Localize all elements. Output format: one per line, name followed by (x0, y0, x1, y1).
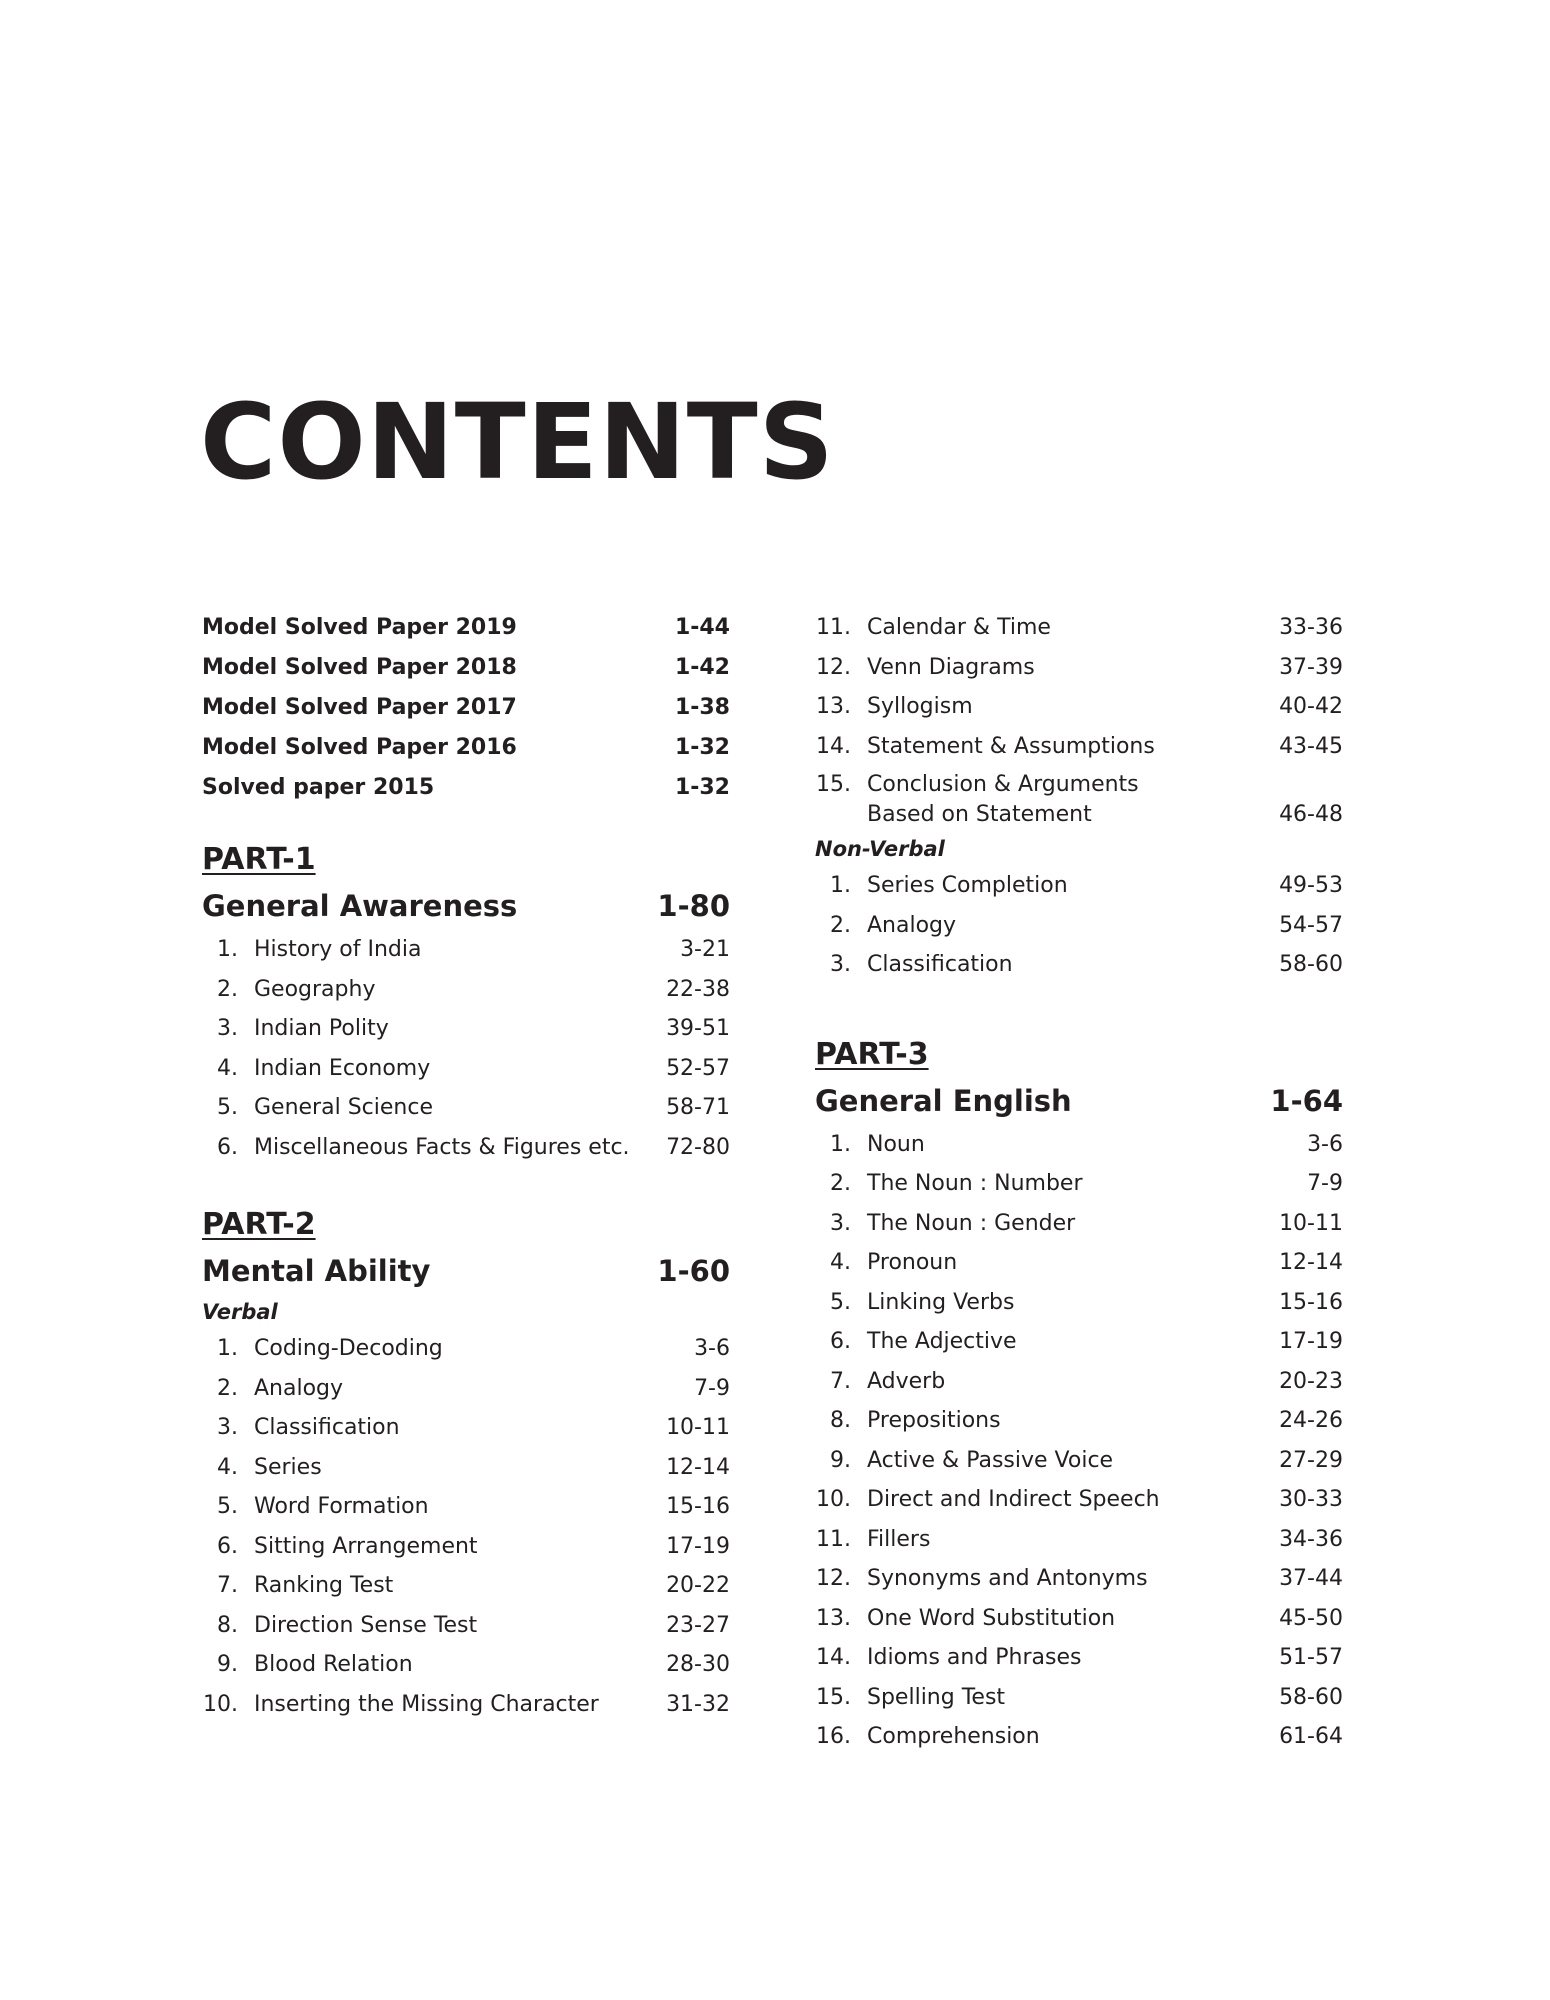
entry-number: 7. (830, 1368, 851, 1394)
entry-title: Series Completion (867, 873, 1068, 898)
part-2-label: PART-2 (202, 1207, 316, 1242)
entry-number: 9. (217, 1652, 238, 1677)
entry-pages: 45-50 (1279, 1605, 1343, 1631)
toc-entry[interactable] (202, 1329, 730, 1369)
entry-title-line-2: Based on Statement (867, 802, 1092, 827)
entry-pages: 61-64 (1279, 1724, 1343, 1749)
entry-title: Prepositions (867, 1408, 1001, 1433)
entry-title: Fillers (867, 1526, 931, 1552)
entry-number: 3. (830, 1210, 851, 1236)
toc-entry-paper[interactable] (202, 608, 730, 648)
part-2-section-heading[interactable] (202, 1247, 730, 1295)
entry-title: Solved paper 2015 (202, 775, 435, 800)
entry-pages: 24-26 (1279, 1408, 1343, 1433)
toc-entry[interactable] (815, 906, 1343, 946)
entry-title: Adverb (867, 1368, 946, 1394)
entry-title: Classification (254, 1415, 400, 1440)
entry-title: Active & Passive Voice (867, 1447, 1114, 1473)
entry-title: Linking Verbs (867, 1289, 1015, 1315)
entry-title: Synonyms and Antonyms (867, 1566, 1148, 1591)
toc-entry[interactable] (202, 1009, 730, 1049)
toc-entry[interactable] (202, 1088, 730, 1128)
toc-entry[interactable] (815, 608, 1343, 648)
section-title: General English (815, 1083, 1072, 1118)
model-papers-list (202, 608, 730, 808)
toc-left-column (202, 608, 730, 1724)
toc-entry[interactable] (815, 1243, 1343, 1283)
page-title: CONTENTS (200, 381, 835, 503)
toc-entry[interactable] (202, 1566, 730, 1606)
entry-pages: 17-19 (666, 1533, 730, 1559)
entry-pages: 10-11 (1279, 1210, 1343, 1236)
entry-pages: 30-33 (1279, 1487, 1343, 1512)
entry-number: 15. (816, 1684, 851, 1710)
entry-title: History of India (254, 937, 422, 962)
entry-pages: 15-16 (1279, 1289, 1343, 1315)
entry-number: 14. (816, 733, 851, 759)
section-pages: 1-80 (657, 889, 730, 923)
entry-title: Blood Relation (254, 1652, 413, 1677)
entry-number: 1. (217, 937, 238, 962)
entry-title: Ranking Test (254, 1573, 394, 1598)
nonverbal-subheading: Non-Verbal (815, 837, 945, 861)
entry-number: 5. (830, 1289, 851, 1315)
entry-title: Idioms and Phrases (867, 1645, 1082, 1670)
entry-pages: 39-51 (666, 1016, 730, 1041)
entry-pages: 3-6 (694, 1336, 730, 1361)
entry-pages: 1-44 (674, 615, 730, 640)
entry-pages: 3-6 (1307, 1131, 1343, 1157)
entry-title: Statement & Assumptions (867, 733, 1155, 759)
toc-entry[interactable] (815, 945, 1343, 985)
entry-title (867, 770, 1139, 830)
entry-number: 14. (816, 1645, 851, 1670)
entry-title: Spelling Test (867, 1684, 1006, 1710)
entry-number: 1. (217, 1336, 238, 1361)
entry-number: 8. (830, 1408, 851, 1433)
toc-entry[interactable] (815, 1164, 1343, 1204)
toc-entry[interactable] (815, 1717, 1343, 1757)
toc-entry[interactable] (202, 930, 730, 970)
toc-entry[interactable] (202, 1487, 730, 1527)
entry-pages: 1-42 (674, 655, 730, 680)
entry-title: Sitting Arrangement (254, 1533, 478, 1559)
entry-title: Pronoun (867, 1250, 958, 1275)
entry-title: Comprehension (867, 1724, 1040, 1749)
entry-number: 4. (830, 1250, 851, 1275)
entry-title: The Noun : Gender (867, 1210, 1076, 1236)
entry-title: Indian Economy (254, 1055, 431, 1081)
entry-number: 12. (816, 1566, 851, 1591)
toc-entry[interactable] (815, 1283, 1343, 1323)
toc-entry[interactable] (815, 687, 1343, 727)
entry-title-line-1: Conclusion & Arguments (867, 772, 1139, 797)
entry-pages: 54-57 (1279, 912, 1343, 938)
entry-title: Noun (867, 1131, 925, 1157)
part-2-nonverbal-items (815, 866, 1343, 985)
toc-entry[interactable] (815, 1638, 1343, 1678)
entry-pages: 10-11 (666, 1415, 730, 1440)
entry-title: Analogy (254, 1375, 344, 1401)
entry-number: 6. (830, 1329, 851, 1354)
entry-pages: 1-32 (674, 735, 730, 760)
part-1-label: PART-1 (202, 842, 316, 877)
part-1-section-heading[interactable] (202, 882, 730, 930)
toc-entry[interactable] (815, 648, 1343, 688)
entry-number: 7. (217, 1573, 238, 1598)
entry-pages: 37-44 (1279, 1566, 1343, 1591)
toc-entry[interactable] (815, 1401, 1343, 1441)
toc-entry[interactable] (202, 1527, 730, 1567)
entry-number: 4. (217, 1055, 238, 1081)
entry-number: 6. (217, 1533, 238, 1559)
toc-entry[interactable] (815, 766, 1343, 832)
toc-entry[interactable] (202, 1128, 730, 1168)
part-3-section-heading[interactable] (815, 1077, 1343, 1125)
entry-title: Syllogism (867, 694, 973, 719)
toc-entry[interactable] (815, 1441, 1343, 1481)
entry-pages: 7-9 (1307, 1171, 1343, 1196)
entry-number: 13. (816, 1605, 851, 1631)
toc-entry[interactable] (815, 1678, 1343, 1718)
entry-pages: 15-16 (666, 1494, 730, 1519)
entry-title: Direct and Indirect Speech (867, 1487, 1160, 1512)
entry-number: 11. (816, 1526, 851, 1552)
entry-title: Classification (867, 952, 1013, 977)
entry-number: 6. (217, 1134, 238, 1160)
toc-entry[interactable] (202, 1606, 730, 1646)
section-title: Mental Ability (202, 1254, 431, 1288)
section-pages: 1-64 (1270, 1083, 1343, 1118)
entry-pages: 20-23 (1279, 1368, 1343, 1394)
entry-title: The Noun : Number (867, 1171, 1083, 1196)
entry-title: Model Solved Paper 2018 (202, 655, 517, 680)
entry-number: 11. (816, 615, 851, 640)
toc-entry[interactable] (202, 970, 730, 1010)
entry-pages: 72-80 (666, 1134, 730, 1160)
entry-pages: 52-57 (666, 1055, 730, 1081)
entry-pages: 40-42 (1279, 694, 1343, 719)
entry-pages: 28-30 (666, 1652, 730, 1677)
entry-pages: 1-32 (674, 775, 730, 800)
entry-pages: 58-71 (666, 1095, 730, 1120)
toc-entry[interactable] (815, 1559, 1343, 1599)
toc-entry[interactable] (202, 1448, 730, 1488)
entry-title: Word Formation (254, 1494, 429, 1519)
entry-number: 2. (830, 912, 851, 938)
entry-number: 2. (830, 1171, 851, 1196)
toc-entry[interactable] (815, 1125, 1343, 1165)
entry-pages: 7-9 (694, 1375, 730, 1401)
entry-number: 8. (217, 1612, 238, 1638)
entry-number: 10. (203, 1691, 238, 1717)
entry-pages: 17-19 (1279, 1329, 1343, 1354)
toc-entry[interactable] (815, 1204, 1343, 1244)
entry-pages: 23-27 (666, 1612, 730, 1638)
toc-right-column (815, 608, 1343, 1757)
toc-entry[interactable] (815, 1362, 1343, 1402)
entry-pages: 12-14 (666, 1454, 730, 1480)
entry-number: 3. (217, 1016, 238, 1041)
toc-entry-paper[interactable] (202, 768, 730, 808)
entry-pages: 3-21 (680, 937, 730, 962)
toc-entry[interactable] (815, 727, 1343, 767)
entry-number: 9. (830, 1447, 851, 1473)
part-3-label: PART-3 (815, 1036, 929, 1072)
entry-pages: 58-60 (1279, 1684, 1343, 1710)
verbal-subheading: Verbal (202, 1300, 278, 1324)
entry-number: 3. (830, 952, 851, 977)
entry-pages: 37-39 (1279, 654, 1343, 680)
entry-title: Analogy (867, 912, 957, 938)
part-1-items (202, 930, 730, 1167)
toc-entry[interactable] (815, 866, 1343, 906)
entry-number: 1. (830, 1131, 851, 1157)
entry-number: 5. (217, 1095, 238, 1120)
entry-pages: 27-29 (1279, 1447, 1343, 1473)
toc-entry[interactable] (815, 1322, 1343, 1362)
part-2-verbal-items (202, 1329, 730, 1724)
entry-pages: 46-48 (1279, 802, 1343, 827)
toc-entry[interactable] (202, 1369, 730, 1409)
entry-title: Miscellaneous Facts & Figures etc. (254, 1134, 630, 1160)
toc-entry[interactable] (815, 1520, 1343, 1560)
entry-pages: 34-36 (1279, 1526, 1343, 1552)
toc-entry[interactable] (202, 1645, 730, 1685)
entry-number: 12. (816, 654, 851, 680)
toc-entry[interactable] (202, 1685, 730, 1725)
entry-pages: 31-32 (666, 1691, 730, 1717)
toc-entry[interactable] (815, 1480, 1343, 1520)
entry-pages: 12-14 (1279, 1250, 1343, 1275)
entry-number: 4. (217, 1454, 238, 1480)
entry-title: The Adjective (867, 1329, 1017, 1354)
entry-title: Calendar & Time (867, 615, 1051, 640)
entry-title: One Word Substitution (867, 1605, 1116, 1631)
entry-title: Model Solved Paper 2016 (202, 735, 517, 760)
section-title: General Awareness (202, 889, 518, 923)
toc-entry[interactable] (202, 1408, 730, 1448)
entry-number: 10. (816, 1487, 851, 1512)
entry-pages: 1-38 (674, 695, 730, 720)
entry-title: Model Solved Paper 2019 (202, 615, 517, 640)
entry-number: 5. (217, 1494, 238, 1519)
entry-pages: 22-38 (666, 976, 730, 1002)
entry-number: 3. (217, 1415, 238, 1440)
entry-number: 2. (217, 1375, 238, 1401)
part-3-items (815, 1125, 1343, 1757)
entry-title: Venn Diagrams (867, 654, 1035, 680)
entry-title: Coding-Decoding (254, 1336, 443, 1361)
entry-title: Geography (254, 976, 376, 1002)
section-pages: 1-60 (657, 1254, 730, 1288)
entry-pages: 43-45 (1279, 733, 1343, 759)
toc-entry-paper[interactable] (202, 688, 730, 728)
entry-pages: 51-57 (1279, 1645, 1343, 1670)
entry-number: 1. (830, 873, 851, 898)
entry-pages: 20-22 (666, 1573, 730, 1598)
entry-title: General Science (254, 1095, 433, 1120)
entry-pages: 33-36 (1279, 615, 1343, 640)
entry-number: 15. (816, 772, 851, 797)
entry-title: Series (254, 1454, 322, 1480)
toc-entry-paper[interactable] (202, 648, 730, 688)
entry-pages: 49-53 (1279, 873, 1343, 898)
entry-title: Inserting the Missing Character (254, 1691, 599, 1717)
entry-title: Model Solved Paper 2017 (202, 695, 517, 720)
toc-entry[interactable] (202, 1049, 730, 1089)
entry-title: Direction Sense Test (254, 1612, 478, 1638)
toc-entry-paper[interactable] (202, 728, 730, 768)
part-2-verbal-items-continued (815, 608, 1343, 832)
entry-pages: 58-60 (1279, 952, 1343, 977)
toc-entry[interactable] (815, 1599, 1343, 1639)
entry-number: 13. (816, 694, 851, 719)
entry-number: 2. (217, 976, 238, 1002)
entry-number: 16. (816, 1724, 851, 1749)
entry-title: Indian Polity (254, 1016, 389, 1041)
